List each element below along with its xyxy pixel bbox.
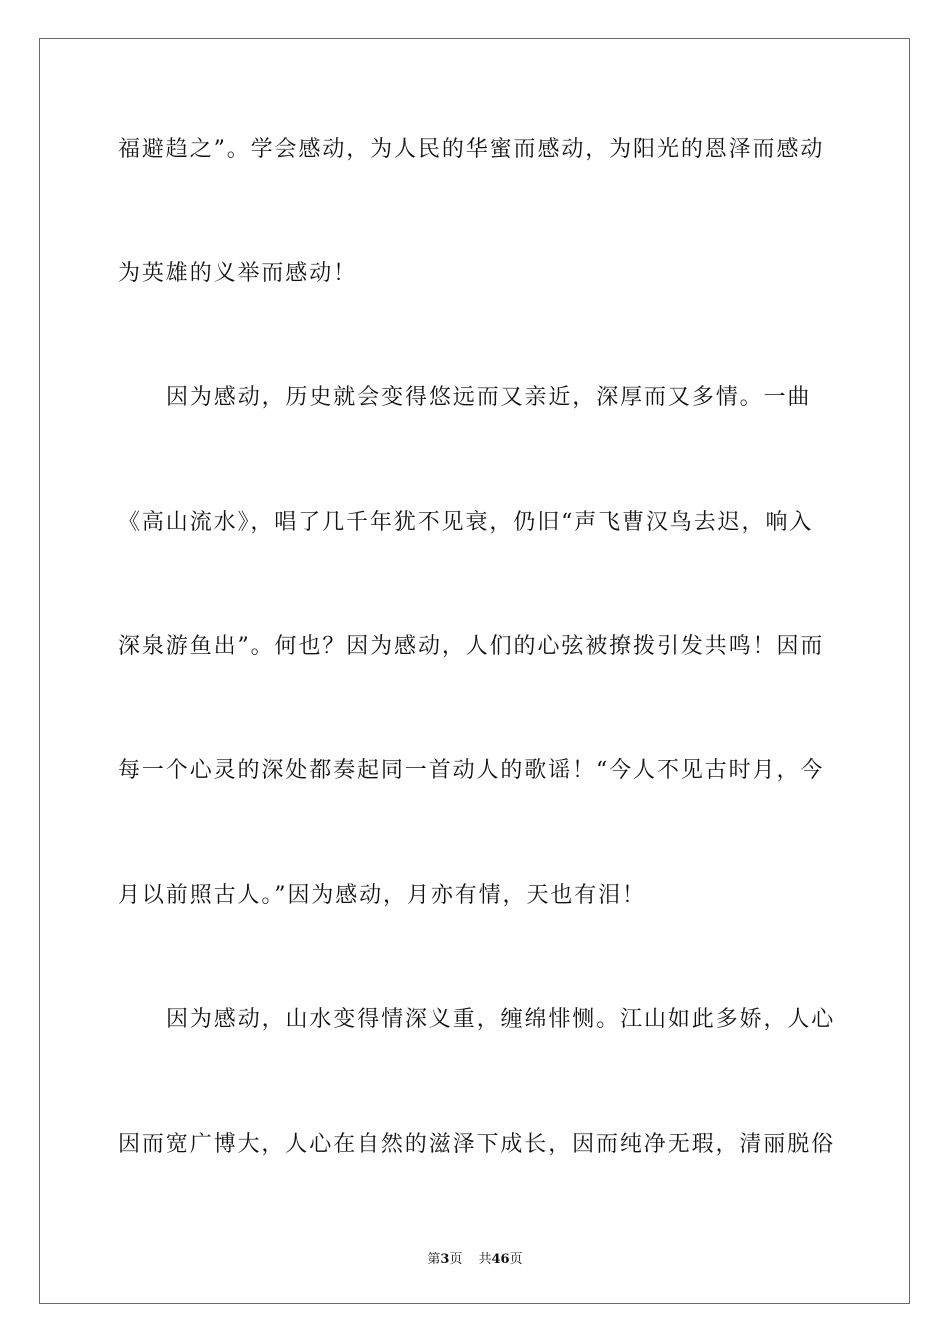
page-prefix: 第 (427, 1252, 441, 1267)
page-suffix: 页 (449, 1252, 463, 1267)
page-footer (0, 1248, 950, 1267)
body-line-2: 为英雄的义举而感动！ (118, 261, 358, 286)
total-suffix: 页 (509, 1252, 523, 1267)
body-line-6: 每一个心灵的深处都奏起同一首动人的歌谣！“今人不见古时月，今 (118, 758, 825, 783)
body-line-5: 深泉游鱼出”。何也？因为感动，人们的心弦被撩拨引发共鸣！因而 (118, 634, 825, 659)
body-line-7: 月以前照古人。”因为感动，月亦有情，天也有泪！ (118, 883, 646, 908)
page-frame (39, 38, 910, 1304)
body-line-8: 因为感动，山水变得情深义重，缠绵悱恻。江山如此多娇，人心 (166, 1007, 836, 1032)
total-pages-number: 46 (491, 1252, 510, 1267)
body-line-9: 因而宽广博大，人心在自然的滋泽下成长，因而纯净无瑕，清丽脱俗 (118, 1132, 836, 1157)
body-line-4: 《高山流水》，唱了几千年犹不见衰，仍旧“声飞曹汉鸟去迟，响入 (118, 510, 814, 535)
body-line-1: 福避趋之”。学会感动，为人民的华蜜而感动，为阳光的恩泽而感动 (118, 137, 825, 162)
total-prefix: 共 (478, 1252, 492, 1267)
current-page-number: 3 (440, 1252, 450, 1267)
body-line-3: 因为感动，历史就会变得悠远而又亲近，深厚而又多情。一曲 (166, 385, 812, 410)
